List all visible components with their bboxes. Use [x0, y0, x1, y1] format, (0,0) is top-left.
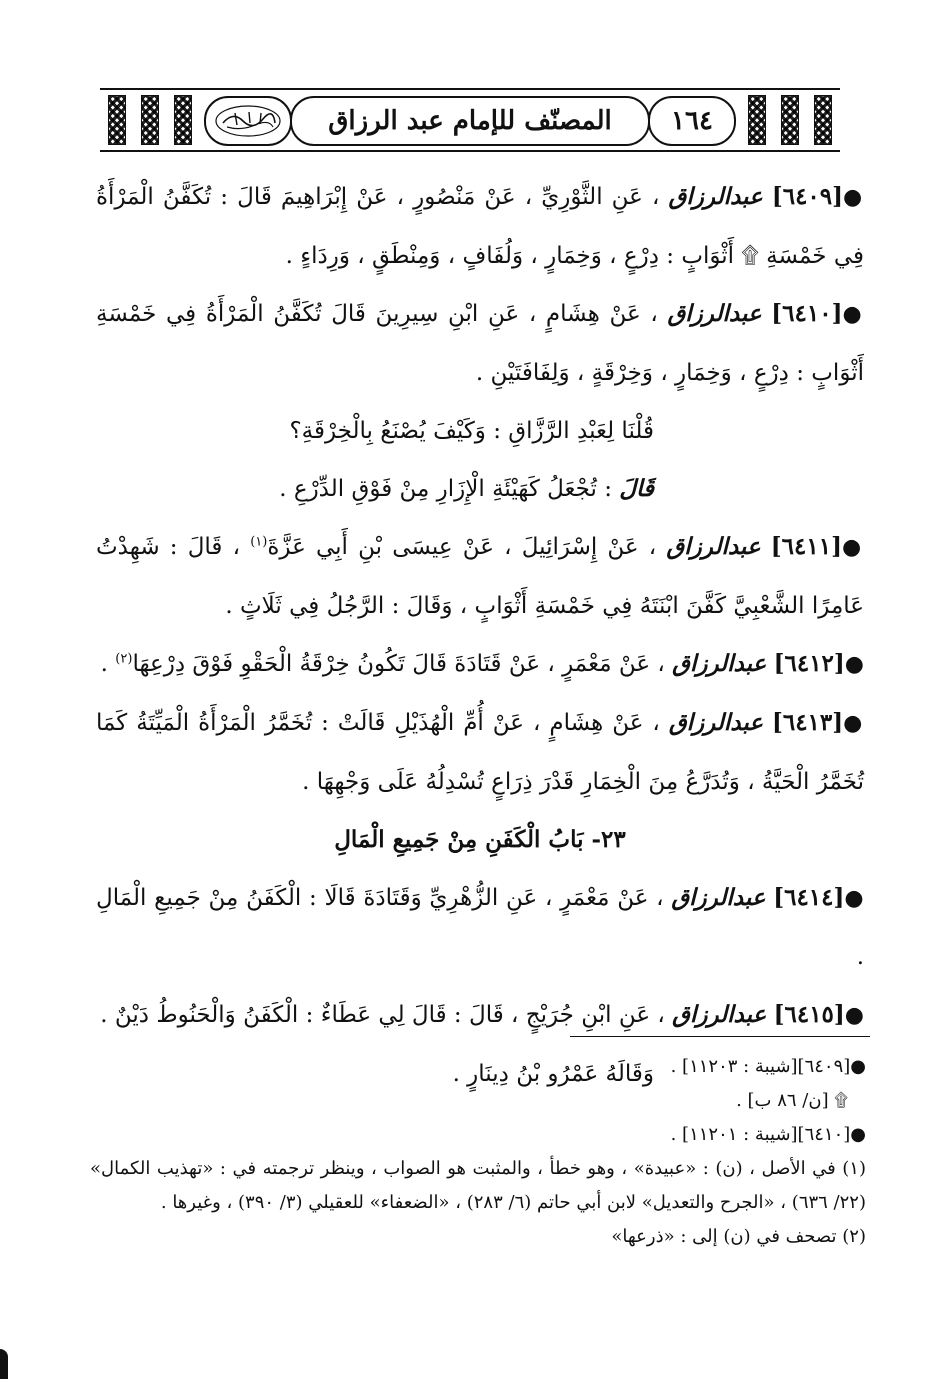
- entry-author: عبدالرزاق: [672, 1001, 767, 1028]
- bullet-dot-icon: ●: [844, 886, 865, 911]
- footnote-divider: [570, 1036, 870, 1037]
- header-rule-bottom: [100, 150, 840, 152]
- knot-ornament-icon: [781, 95, 799, 145]
- entry-number: [٦٤١٣]: [771, 709, 844, 736]
- entry-author: عبدالرزاق: [668, 183, 763, 210]
- entry-number: [٦٤٠٩]: [771, 183, 844, 210]
- entry-text: ، عَنِ الثَّوْرِيِّ ، عَنْ مَنْصُورٍ ، عَنْ إِبْرَاهِيمَ قَالَ : تُكَفَّنُ الْمَرْأَةُ فِي خَمْسَةِ ۩ أَثْوَابٍ : دِرْعٍ ، وَخِمَارٍ ، وَلُفَافٍ ، وَمِنْطَقٍ ، وَرِدَاءٍ .: [96, 184, 864, 269]
- entry-author: عبدالرزاق: [667, 300, 762, 327]
- entry-text: ، عَنِ ابْنِ جُرَيْجٍ ، قَالَ : قَالَ لِي عَطَاءٌ : الْكَفَنُ وَالْحَنُوطُ دَيْنٌ .: [100, 1002, 665, 1028]
- footnote-2: (٢) تصحف في (ن) إلى : «ذرعها»: [611, 1226, 866, 1247]
- footnote-source-6410: [90, 1118, 866, 1152]
- entry-text: ، عَنْ مَعْمَرٍ ، عَنْ قَتَادَةَ قَالَ تَكُونُ خِرْقَةُ الْحَقْوِ فَوْقَ دِرْعِهَا: [132, 651, 665, 677]
- header-ornament-left: [100, 92, 200, 148]
- book-seal-logo: [204, 96, 292, 146]
- answer-text: : تُجْعَلُ كَهَيْئَةِ الْإِزَارِ مِنْ فَوْقِ الدِّرْعِ .: [279, 476, 612, 502]
- entry-number: [٦٤١٠]: [771, 300, 843, 327]
- bullet-dot-icon: ●: [844, 1003, 864, 1028]
- entry-author: عبدالرزاق: [671, 884, 766, 911]
- answer-lead: قَالَ: [619, 475, 654, 502]
- main-text: [96, 168, 864, 1103]
- answer-line: [96, 460, 864, 518]
- question-line: قُلْنَا لِعَبْدِ الرَّزَّاقِ : وَكَيْفَ يُصْنَعُ بِالْخِرْقَةِ؟: [289, 418, 654, 444]
- entry-text: ، عَنْ إِسْرَائِيلَ ، عَنْ عِيسَى بْنِ أَبِي عَزَّةَ: [267, 534, 657, 560]
- bullet-dot-icon: ●: [842, 302, 865, 327]
- page-edge-mark: [0, 1349, 8, 1379]
- seal-calligraphy-icon: [213, 103, 283, 139]
- knot-ornament-icon: [141, 95, 159, 145]
- footnote-source-6409: [90, 1050, 866, 1084]
- bullet-dot-icon: ●: [843, 711, 865, 736]
- footnote-manuscript-ref: ۩ [ن/ ٨٦ ب] .: [736, 1090, 848, 1111]
- entry-number: [٦٤١٤]: [773, 884, 845, 911]
- footnote-1: (١) في الأصل ، (ن) : «عبيدة» ، وهو خطأ ، والمثبت هو الصواب ، وينظر ترجمته في : «تهذيب الكمال» (٢٢/ ٦٣٦) ، «الجرح والتعديل» لابن أبي حاتم (٦/ ٢٨٣) ، «الضعفاء» للعقيلي (٣/ ٣٩٠) ، وغيرها .: [90, 1158, 866, 1213]
- bullet-dot-icon: ●: [850, 1056, 866, 1077]
- entry-number: [٦٤١١]: [770, 533, 842, 560]
- header-ornament-right: [740, 92, 840, 148]
- entry-6413: [96, 694, 864, 811]
- header-rule-top: [100, 88, 840, 90]
- entry-text: ، عَنْ مَعْمَرٍ ، عَنِ الزُّهْرِيِّ وَقَتَادَةَ قَالَا : الْكَفَنُ مِنْ جَمِيعِ الْمَالِ .: [96, 885, 864, 970]
- entry-6410: [96, 285, 864, 402]
- entry-6409: [96, 168, 864, 285]
- entry-author: عبدالرزاق: [668, 709, 763, 736]
- knot-ornament-icon: [814, 95, 832, 145]
- entry-text: ، قَالَ : شَهِدْتُ عَامِرًا الشَّعْبِيَّ كَفَّنَ ابْنَتَهُ فِي خَمْسَةِ أَثْوَابٍ ، وَقَالَ : الرَّجُلُ فِي ثَلَاثٍ .: [96, 534, 864, 619]
- footnote-text: [٦٤٠٩][شيبة : ١١٢٠٣] .: [670, 1056, 851, 1077]
- section-heading: ٢٣- بَابُ الْكَفَنِ مِنْ جَمِيعِ الْمَالِ: [334, 826, 626, 853]
- entry-text: ، عَنْ هِشَامٍ ، عَنِ ابْنِ سِيرِينَ قَالَ تُكَفَّنُ الْمَرْأَةُ فِي خَمْسَةِ أَثْوَابٍ : دِرْعٍ ، وَخِمَارٍ ، وَخِرْقَةٍ ، وَلِفَافَتَيْنِ .: [96, 301, 864, 386]
- footnote-text: [٦٤١٠][شيبة : ١١٢٠١] .: [670, 1124, 851, 1145]
- narration-line: وَقَالَهُ عَمْرُو بْنُ دِينَارٍ .: [452, 1061, 654, 1087]
- footnotes: [90, 1050, 866, 1254]
- footnote-ref[interactable]: (١): [250, 534, 268, 550]
- entry-author: عبدالرزاق: [672, 650, 767, 677]
- page-header: [100, 84, 840, 156]
- entry-6414: [96, 869, 864, 986]
- entry-number: [٦٤١٢]: [773, 650, 845, 677]
- knot-ornament-icon: [748, 95, 766, 145]
- book-title-frame: [290, 96, 650, 146]
- knot-ornament-icon: [174, 95, 192, 145]
- bullet-dot-icon: ●: [841, 535, 865, 560]
- page-number: ١٦٤: [648, 96, 736, 146]
- entry-6411: [96, 518, 864, 635]
- bullet-dot-icon: ●: [844, 652, 864, 677]
- entry-number: [٦٤١٥]: [773, 1001, 845, 1028]
- footnote-ref[interactable]: (٢): [115, 651, 133, 667]
- entry-text: .: [100, 651, 108, 677]
- entry-6412: [96, 635, 864, 694]
- bullet-dot-icon: ●: [850, 1124, 866, 1145]
- entry-author: عبدالرزاق: [666, 533, 761, 560]
- bullet-dot-icon: ●: [843, 185, 865, 210]
- entry-text: ، عَنْ هِشَامٍ ، عَنْ أُمِّ الْهُذَيْلِ قَالَتْ : تُخَمَّرُ الْمَرْأَةُ الْمَيِّتَةُ كَمَا تُخَمَّرُ الْحَيَّةُ ، وَتُدَرَّعُ مِنَ الْخِمَارِ قَدْرَ ذِرَاعٍ تُسْدِلُهُ عَلَى وَجْهِهَا .: [96, 710, 864, 795]
- book-title: المصنّف للإمام عبد الرزاق: [328, 106, 612, 136]
- knot-ornament-icon: [108, 95, 126, 145]
